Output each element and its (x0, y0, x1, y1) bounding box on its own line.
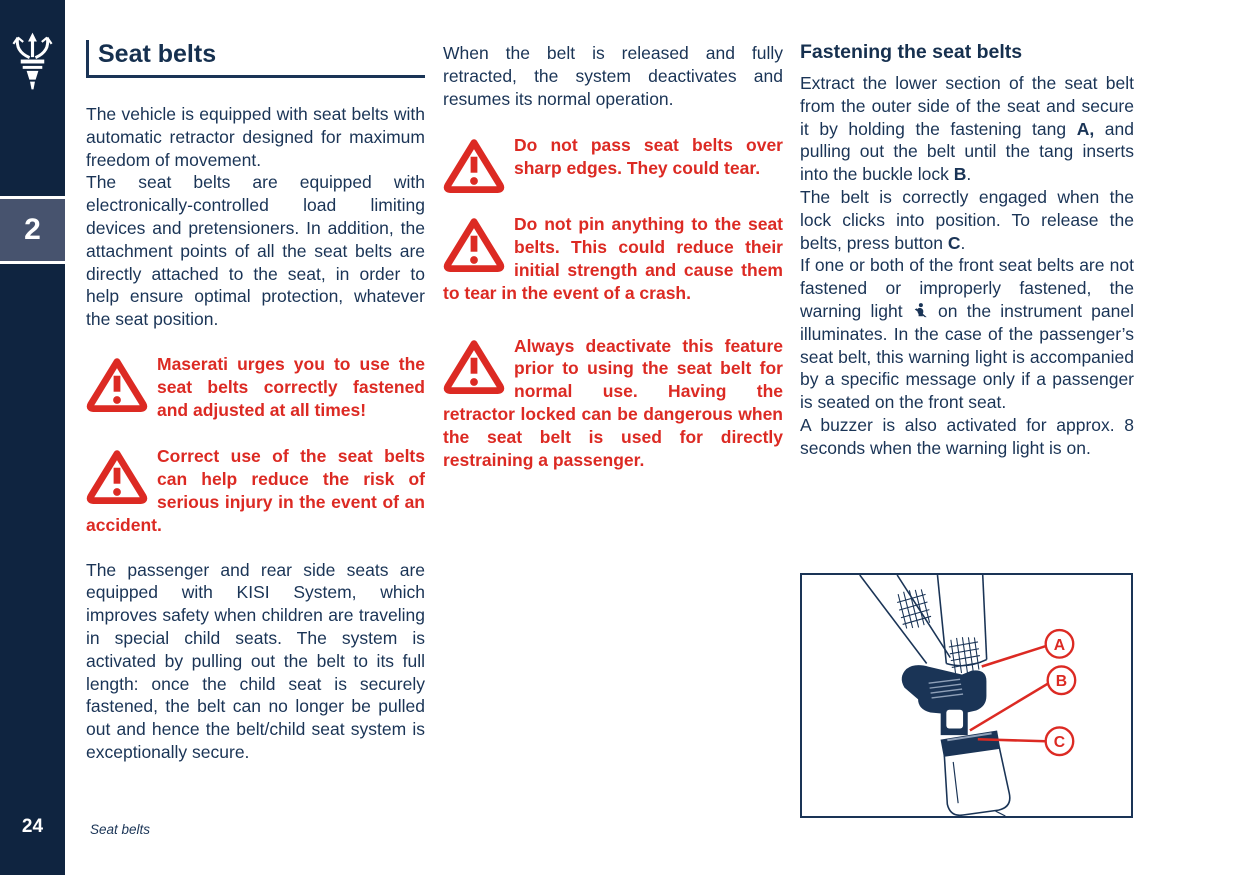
maserati-trident-logo (9, 30, 56, 94)
warning-text: Correct use of the seat belts can help reduce the risk of serious injury in the event of an accident. (86, 446, 425, 535)
warning-triangle-icon (86, 354, 148, 412)
warning-note (443, 213, 783, 304)
title-block (86, 40, 425, 78)
body-paragraph: When the belt is released and fully retracted, the system deactivates and resumes its normal operation. (443, 43, 783, 109)
warning-note (443, 335, 783, 472)
column-2 (443, 42, 783, 471)
warning-note (86, 353, 425, 421)
page-number: 24 (21, 816, 44, 837)
seatbelt-buckle-drawing (802, 575, 1131, 816)
warning-triangle-icon (86, 446, 148, 504)
belt-hatch-mark (895, 587, 933, 631)
warning-triangle-icon (443, 214, 505, 272)
kisi-paragraph: The passenger and rear side seats are equipped with KISI System, which improves safety when children are traveling in special child seats. The system is activated by pulling out the belt to its full length: once the child seat is securely fastened, the belt can no longer be pulled out and hence the belt/child seat system is exceptionally secure. (86, 559, 425, 762)
column-1 (86, 40, 425, 764)
warning-text: Do not pin anything to the seat belts. This could reduce their initial strength and cause them to tear in the event of a crash. (443, 214, 783, 303)
callout-b-label: B (1055, 673, 1068, 691)
warning-text: Maserati urges you to use the seat belts correctly fastened and adjusted at all times! (157, 353, 425, 420)
intro-paragraph: The seat belts are equipped with electronically-controlled load limiting devices and pretensioners. In addition, the attachment points of all the seat belts are directly attached to the seat, in order to help ensure optimal protection, whatever the seat position. (86, 172, 425, 330)
callout-a-label: A (1053, 636, 1066, 654)
warning-note (443, 134, 783, 195)
belt-hatch-mark (948, 635, 982, 675)
warning-text: Do not pass seat belts over sharp edges. They could tear. (514, 135, 783, 179)
column-3 (800, 40, 1134, 460)
body-paragraph: If one or both of the front seat belts are not fastened or improperly fastened, the warning light on the instrument panel illuminates. In the case of the passenger’s seat belt, this warning light is accompanied by a specific message only if a passenger is seated on the front seat. (800, 255, 1134, 413)
chapter-tab (0, 196, 65, 264)
chapter-number: 2 (24, 213, 41, 246)
body-paragraph: The belt is correctly engaged when the lock clicks into position. To release the belts, press button C. (800, 186, 1134, 253)
footer-section-label: Seat belts (90, 822, 151, 837)
warning-triangle-icon (443, 135, 505, 193)
sidebar (0, 0, 65, 875)
seatbelt-warning-light-icon (912, 302, 929, 319)
callout-c-label: C (1053, 734, 1066, 752)
belt-tongue (902, 666, 985, 734)
intro-paragraph: The vehicle is equipped with seat belts with automatic retractor designed for maximum freedom of movement. (86, 104, 425, 170)
seatbelt-buckle-figure (800, 573, 1133, 818)
buckle-lock (941, 731, 1009, 816)
warning-text: Always deactivate this feature prior to using the seat belt for normal use. Having the retractor locked can be dangerous when the seat belt is used for directly restraining a passenger. (443, 335, 783, 470)
body-paragraph: Extract the lower section of the seat belt from the outer side of the seat and secure it by holding the fastening tang A, and pulling out the belt until the tang inserts into the buckle lock B. (800, 73, 1135, 185)
page-title: Seat belts (98, 40, 217, 68)
section-heading: Fastening the seat belts (800, 41, 1023, 63)
body-paragraph: A buzzer is also activated for approx. 8 seconds when the warning light is on. (800, 414, 1134, 458)
warning-triangle-icon (443, 336, 505, 394)
warning-note (86, 445, 425, 536)
